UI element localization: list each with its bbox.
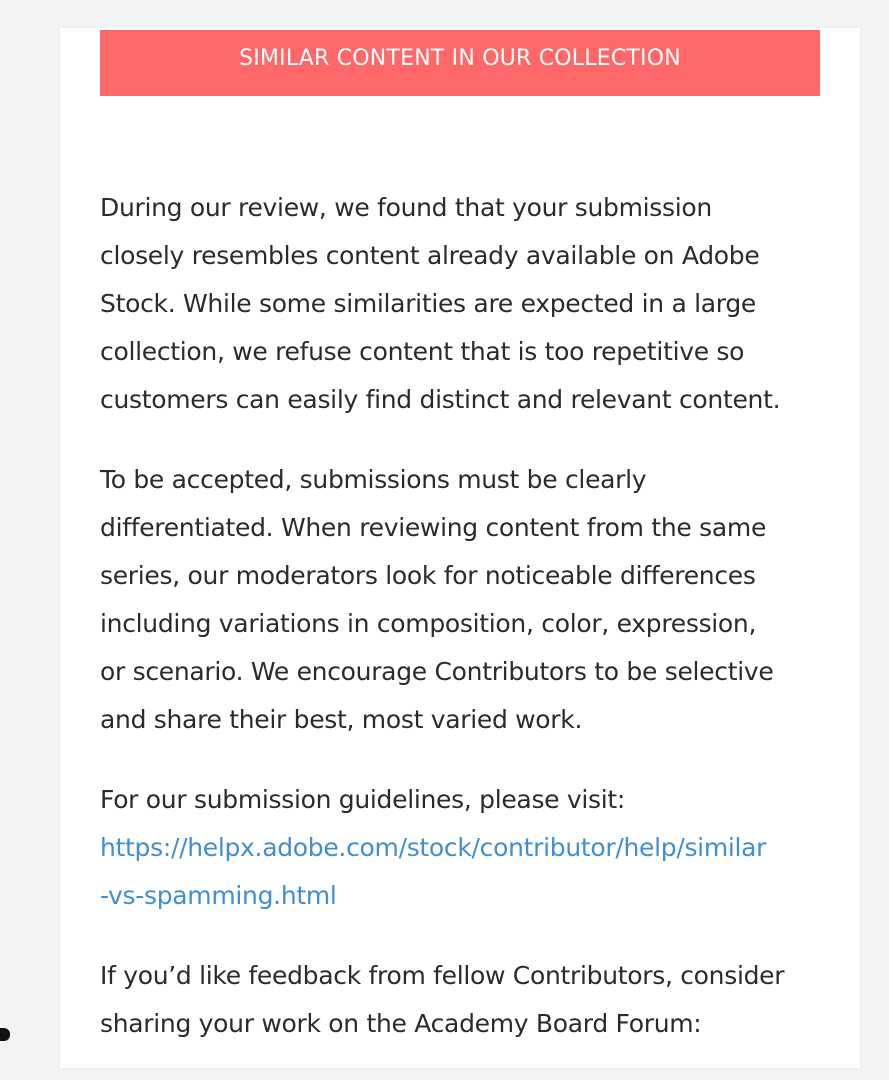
email-card (60, 28, 860, 1068)
guidelines-link[interactable] (100, 824, 822, 920)
text-line: During our review, we found that your submission (100, 193, 712, 222)
text-line: To be accepted, submissions must be clearly (100, 465, 647, 494)
paragraph-acceptance (100, 456, 822, 744)
text-line: series, our moderators look for noticeable differences (100, 561, 756, 590)
text-line: collection, we refuse content that is too repetitive so (100, 337, 745, 366)
guidelines-link-part1[interactable]: https://helpx.adobe.com/stock/contributor/help/similar (100, 833, 767, 862)
text-line: or scenario. We encourage Contributors to be selective (100, 657, 774, 686)
paragraph-guidelines (100, 776, 822, 920)
text-line: including variations in composition, color, expression, (100, 609, 757, 638)
text-line: customers can easily find distinct and relevant content. (100, 385, 781, 414)
guidelines-intro: For our submission guidelines, please visit: (100, 785, 626, 814)
paragraph-similarity (100, 184, 822, 424)
text-line: closely resembles content already available on Adobe (100, 241, 760, 270)
section-banner: SIMILAR CONTENT IN OUR COLLECTION (100, 30, 820, 96)
paragraph-forum (100, 952, 822, 1048)
text-line: sharing your work on the Academy Board Forum: (100, 1009, 702, 1038)
text-line: differentiated. When reviewing content from the same (100, 513, 767, 542)
bullet-marker (0, 1028, 10, 1041)
message-body (100, 184, 822, 1080)
guidelines-link-part2[interactable]: -vs-spamming.html (100, 881, 337, 910)
text-line: and share their best, most varied work. (100, 705, 583, 734)
text-line: Stock. While some similarities are expected in a large (100, 289, 756, 318)
text-line: If you’d like feedback from fellow Contributors, consider (100, 961, 785, 990)
